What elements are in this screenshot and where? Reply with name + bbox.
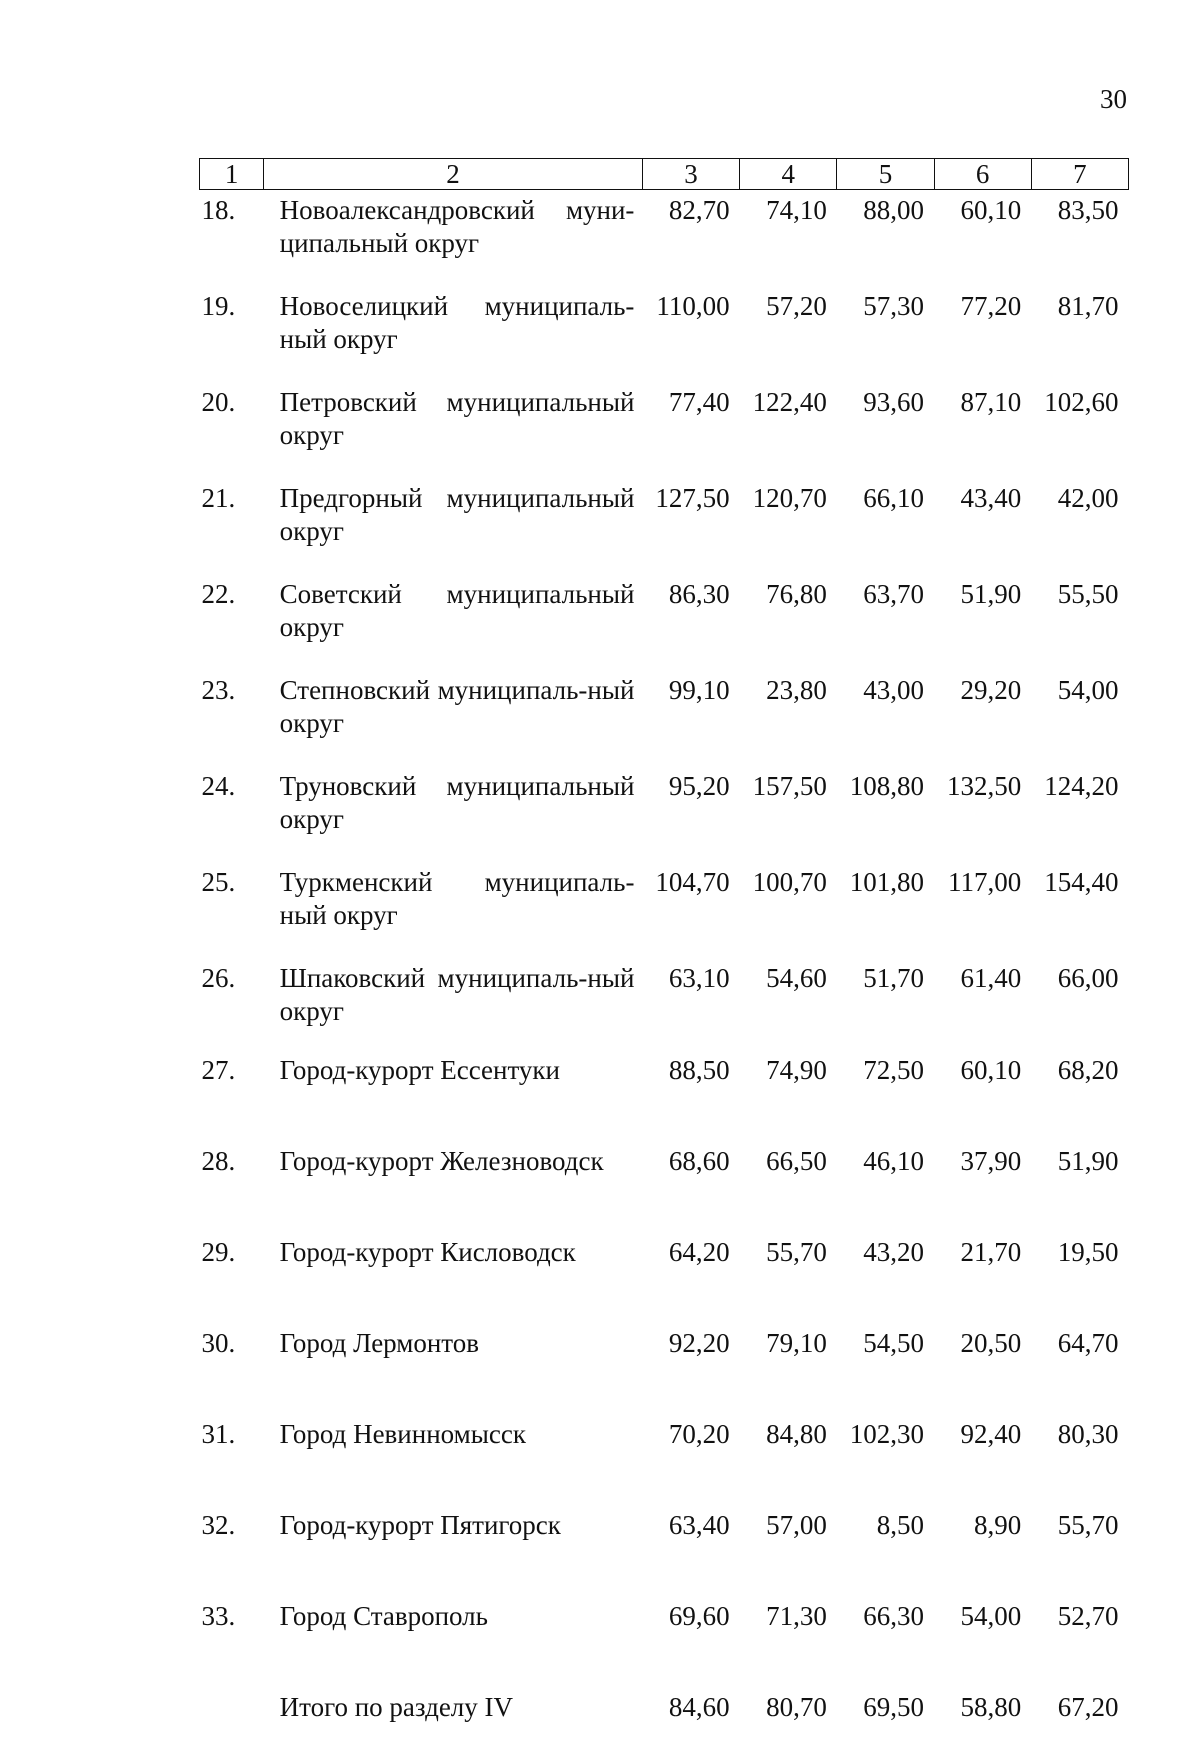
row-value-col-5: 69,50 [863,1692,925,1722]
row-name: Город-курорт Ессентуки [279,1055,560,1085]
row-value-col-7: 66,00 [1057,963,1119,993]
row-value-col-7: 54,00 [1057,675,1119,705]
row-value-col-6: 58,80 [960,1692,1022,1722]
row-name: Итого по разделу IV [279,1692,514,1722]
table-header-row [200,159,1129,190]
row-value-col-3: 64,20 [668,1237,730,1267]
table-row [200,932,1129,1028]
row-value-col-7: 124,20 [1044,771,1119,801]
row-number: 22. [201,579,236,609]
table-row [200,1665,1129,1756]
row-number: 25. [201,867,236,897]
row-value-col-3: 99,10 [668,675,730,705]
row-value-col-4: 74,10 [766,195,827,225]
row-value-col-4: 79,10 [766,1328,827,1358]
row-value-col-7: 154,40 [1044,867,1119,897]
row-value-col-5: 93,60 [863,387,925,417]
row-value-col-6: 37,90 [960,1146,1022,1176]
row-value-col-4: 57,20 [766,291,827,321]
row-name: Город Ставрополь [279,1601,488,1631]
row-value-col-7: 102,60 [1044,387,1119,417]
row-number: 33. [201,1601,236,1631]
row-value-col-6: 8,90 [974,1510,1022,1540]
row-value-col-4: 80,70 [766,1692,827,1722]
row-number: 20. [201,387,236,417]
table-row [200,1301,1129,1392]
row-name: Труновский муниципальный округ [279,771,635,834]
row-number: 26. [201,963,236,993]
row-value-col-7: 68,20 [1057,1055,1119,1085]
table-row [200,356,1129,452]
header-col-1: 1 [200,159,264,190]
row-value-col-4: 71,30 [766,1601,827,1631]
row-number: 30. [201,1328,236,1358]
row-value-col-6: 87,10 [960,387,1022,417]
row-value-col-3: 82,70 [668,195,730,225]
row-value-col-3: 69,60 [668,1601,730,1631]
row-value-col-6: 20,50 [960,1328,1022,1358]
row-name: Шпаковский муниципаль-ный округ [279,963,635,1026]
row-name: Туркменский муниципаль-ный округ [279,867,635,930]
row-value-col-7: 83,50 [1057,195,1119,225]
row-value-col-6: 51,90 [960,579,1022,609]
row-value-col-5: 102,30 [849,1419,925,1449]
row-value-col-7: 64,70 [1057,1328,1119,1358]
row-value-col-7: 81,70 [1057,291,1119,321]
row-value-col-4: 100,70 [752,867,827,897]
row-value-col-5: 88,00 [863,195,925,225]
header-col-7: 7 [1031,159,1128,190]
row-name: Город-курорт Пятигорск [279,1510,561,1540]
table-row [200,1028,1129,1119]
row-name: Город Невинномысск [279,1419,526,1449]
row-value-col-5: 66,30 [863,1601,925,1631]
row-value-col-4: 120,70 [752,483,827,513]
row-value-col-4: 122,40 [752,387,827,417]
row-value-col-5: 46,10 [863,1146,925,1176]
row-value-col-6: 21,70 [960,1237,1022,1267]
row-name: Советский муниципальный округ [279,579,635,642]
data-table [199,158,1129,1756]
row-value-col-7: 19,50 [1057,1237,1119,1267]
table-row [200,836,1129,932]
row-number: 21. [201,483,236,513]
row-name: Новоселицкий муниципаль-ный округ [279,291,635,354]
row-number: 19. [201,291,236,321]
table-row [200,644,1129,740]
row-value-col-7: 55,50 [1057,579,1119,609]
row-value-col-5: 108,80 [849,771,925,801]
row-value-col-3: 92,20 [668,1328,730,1358]
row-value-col-3: 68,60 [668,1146,730,1176]
row-value-col-6: 60,10 [960,195,1022,225]
row-value-col-5: 8,50 [876,1510,925,1540]
row-value-col-7: 67,20 [1057,1692,1119,1722]
row-value-col-5: 54,50 [863,1328,925,1358]
table-row [200,260,1129,356]
row-value-col-4: 76,80 [766,579,827,609]
row-value-col-7: 51,90 [1057,1146,1119,1176]
row-value-col-6: 132,50 [947,771,1022,801]
row-name: Степновский муниципаль-ный округ [279,675,635,738]
row-value-col-3: 84,60 [668,1692,730,1722]
row-number [200,1665,264,1756]
row-name: Город-курорт Кисловодск [279,1237,576,1267]
row-number: 23. [201,675,236,705]
row-value-col-6: 92,40 [960,1419,1022,1449]
table-row [200,1574,1129,1665]
header-col-5: 5 [837,159,934,190]
row-value-col-6: 77,20 [960,291,1022,321]
row-value-col-4: 74,90 [766,1055,827,1085]
row-number: 18. [201,195,236,225]
row-number: 24. [201,771,236,801]
row-value-col-5: 43,00 [863,675,925,705]
row-value-col-3: 63,40 [668,1510,730,1540]
row-number: 31. [201,1419,236,1449]
row-value-col-4: 57,00 [766,1510,827,1540]
table-row [200,190,1129,261]
row-value-col-3: 88,50 [668,1055,730,1085]
row-value-col-7: 52,70 [1057,1601,1119,1631]
row-value-col-5: 57,30 [863,291,925,321]
row-name: Город-курорт Железноводск [279,1146,604,1176]
row-value-col-3: 77,40 [668,387,730,417]
row-value-col-5: 63,70 [863,579,925,609]
row-value-col-5: 66,10 [863,483,925,513]
page-number: 30 [1100,84,1127,114]
row-name: Новоалександровский муни-ципальный округ [279,195,635,258]
row-value-col-4: 84,80 [766,1419,827,1449]
row-value-col-5: 72,50 [863,1055,925,1085]
header-col-6: 6 [934,159,1031,190]
header-col-4: 4 [740,159,837,190]
row-value-col-7: 80,30 [1057,1419,1119,1449]
row-value-col-6: 54,00 [960,1601,1022,1631]
row-value-col-4: 23,80 [766,675,827,705]
row-value-col-3: 127,50 [655,483,730,513]
row-name: Петровский муниципальный округ [279,387,635,450]
row-value-col-3: 104,70 [655,867,730,897]
row-value-col-6: 61,40 [960,963,1022,993]
row-value-col-6: 117,00 [948,867,1022,897]
row-value-col-7: 42,00 [1057,483,1119,513]
row-value-col-6: 43,40 [960,483,1022,513]
row-value-col-4: 66,50 [766,1146,827,1176]
table-row [200,740,1129,836]
row-value-col-5: 51,70 [863,963,925,993]
row-value-col-5: 43,20 [863,1237,925,1267]
table-row [200,548,1129,644]
table-row [200,1392,1129,1483]
row-value-col-4: 54,60 [766,963,827,993]
table-row [200,452,1129,548]
row-value-col-3: 70,20 [668,1419,730,1449]
table-row [200,1119,1129,1210]
header-col-2: 2 [264,159,643,190]
row-value-col-5: 101,80 [849,867,925,897]
row-value-col-4: 55,70 [766,1237,827,1267]
row-value-col-6: 60,10 [960,1055,1022,1085]
row-value-col-7: 55,70 [1057,1510,1119,1540]
row-value-col-3: 86,30 [668,579,730,609]
row-value-col-3: 95,20 [668,771,730,801]
row-value-col-6: 29,20 [960,675,1022,705]
row-name: Предгорный муниципальный округ [279,483,635,546]
row-number: 28. [201,1146,236,1176]
table-row [200,1483,1129,1574]
row-name: Город Лермонтов [279,1328,480,1358]
row-number: 29. [201,1237,236,1267]
row-value-col-3: 63,10 [668,963,730,993]
table-row [200,1210,1129,1301]
row-number: 32. [201,1510,236,1540]
header-col-3: 3 [642,159,739,190]
row-value-col-4: 157,50 [752,771,827,801]
row-value-col-3: 110,00 [656,291,730,321]
row-number: 27. [201,1055,236,1085]
